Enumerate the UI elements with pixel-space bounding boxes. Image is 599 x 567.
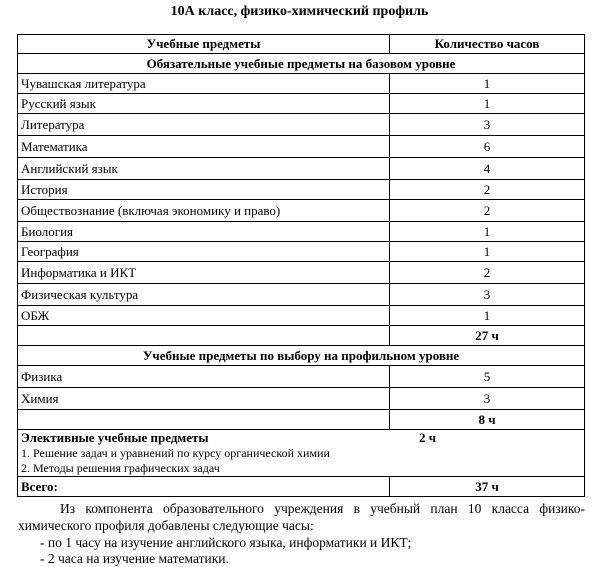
table-row <box>18 242 585 262</box>
hours-cell: 6 <box>390 136 585 158</box>
elective-hours: 2 ч <box>419 430 437 445</box>
table-row <box>18 388 585 410</box>
elective-row <box>18 430 585 477</box>
hours-cell: 1 <box>390 94 585 114</box>
grand-total-label: Всего: <box>18 477 390 497</box>
grand-total-row <box>18 477 585 497</box>
table-row <box>18 180 585 200</box>
table-row <box>18 306 585 326</box>
curriculum-table <box>17 34 585 497</box>
hours-cell: 3 <box>390 284 585 306</box>
table-row <box>18 158 585 180</box>
table-row <box>18 136 585 158</box>
hours-cell: 2 <box>390 200 585 222</box>
subject-cell: Информатика и ИКТ <box>18 262 390 284</box>
basic-section-title: Обязательные учебные предметы на базовом уровне <box>18 54 585 74</box>
note-paragraph: Из компонента образовательного учреждения в учебный план 10 класса физико-химического профиля добавлены следующие часы: <box>18 501 585 533</box>
subject-cell: Английский язык <box>18 158 390 180</box>
profile-section-title: Учебные предметы по выбору на профильном уровне <box>18 346 585 366</box>
elective-item: 1. Решение задач и уравнений по курсу органической химии <box>21 446 330 460</box>
hours-cell: 2 <box>390 180 585 200</box>
table-row <box>18 74 585 94</box>
header-hours: Количество часов <box>390 35 585 54</box>
basic-section-row <box>18 54 585 74</box>
note-item: - 2 часа на изучение математики. <box>40 551 229 566</box>
grand-total: 37 ч <box>390 477 585 497</box>
hours-cell: 1 <box>390 242 585 262</box>
subject-cell: Литература <box>18 114 390 136</box>
basic-total: 27 ч <box>390 326 585 346</box>
hours-cell: 4 <box>390 158 585 180</box>
subject-cell: Физическая культура <box>18 284 390 306</box>
hours-cell: 5 <box>390 366 585 388</box>
note-item: - по 1 часу на изучение английского языка, информатики и ИКТ; <box>40 535 412 550</box>
profile-total-row <box>18 410 585 430</box>
table-row <box>18 222 585 242</box>
elective-title: Элективные учебные предметы <box>21 430 209 445</box>
hours-cell: 1 <box>390 74 585 94</box>
subject-cell: История <box>18 180 390 200</box>
profile-total: 8 ч <box>390 410 585 430</box>
table-header-row <box>18 35 585 54</box>
subject-cell: Обществознание (включая экономику и право) <box>18 200 390 222</box>
profile-section-row <box>18 346 585 366</box>
hours-cell: 1 <box>390 306 585 326</box>
subject-cell: Математика <box>18 136 390 158</box>
table-row <box>18 284 585 306</box>
subject-cell: География <box>18 242 390 262</box>
basic-total-row <box>18 326 585 346</box>
elective-item: 2. Методы решения графических задач <box>21 461 220 475</box>
page-title: 10А класс, физико-химический профиль <box>170 4 429 19</box>
hours-cell: 3 <box>390 388 585 410</box>
hours-cell: 3 <box>390 114 585 136</box>
table-row <box>18 262 585 284</box>
subject-cell: Химия <box>18 388 390 410</box>
table-row <box>18 114 585 136</box>
table-row <box>18 366 585 388</box>
subject-cell: Чувашская литература <box>18 74 390 94</box>
subject-cell: ОБЖ <box>18 306 390 326</box>
subject-cell: Русский язык <box>18 94 390 114</box>
subject-cell: Физика <box>18 366 390 388</box>
table-row <box>18 200 585 222</box>
subject-cell: Биология <box>18 222 390 242</box>
hours-cell: 2 <box>390 262 585 284</box>
hours-cell: 1 <box>390 222 585 242</box>
table-row <box>18 94 585 114</box>
header-subjects: Учебные предметы <box>18 35 390 54</box>
